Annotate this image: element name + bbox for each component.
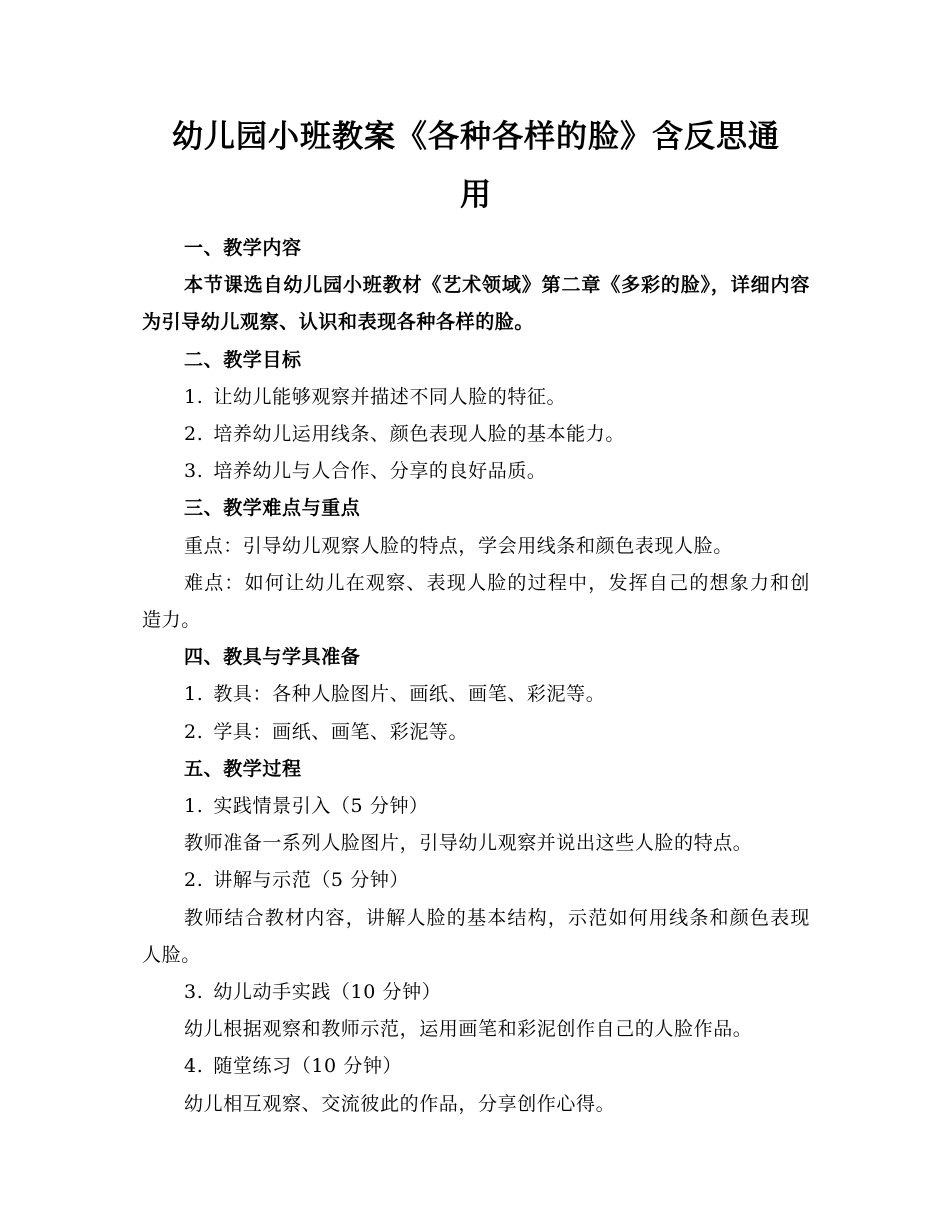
goal-number: 3. (184, 460, 204, 483)
goal-number: 1. (184, 385, 204, 408)
content-paragraph: 本节课选自幼儿园小班教材《艺术领域》第二章《多彩的脸》，详细内容为引导幼儿观察、认识和表现各种各样的脸。 (142, 274, 810, 334)
material-text: 学具：画纸、画笔、彩泥等。 (213, 720, 469, 743)
title-line-2: 用 (460, 177, 492, 213)
step-description: 教师结合教材内容，讲解人脸的基本结构，示范如何用线条和颜色表现人脸。 (142, 906, 810, 966)
section-heading-goals: 二、教学目标 (184, 348, 302, 371)
step-number: 4. (184, 1055, 204, 1078)
material-number: 2. (184, 720, 204, 743)
step-title (142, 788, 810, 825)
material-item (142, 676, 810, 713)
step-title-text: 讲解与示范（5 分钟） (213, 869, 410, 892)
goal-text: 培养幼儿运用线条、颜色表现人脸的基本能力。 (213, 423, 625, 446)
step-title (142, 974, 810, 1011)
step-title (142, 862, 810, 899)
material-number: 1. (184, 683, 204, 706)
section-heading-key-points: 三、教学难点与重点 (184, 497, 361, 520)
material-text: 教具：各种人脸图片、画纸、画笔、彩泥等。 (213, 683, 606, 706)
section-heading-process: 五、教学过程 (184, 757, 302, 780)
step-title-text: 实践情景引入（5 分钟） (213, 795, 429, 818)
step-title-text: 幼儿动手实践（10 分钟） (213, 981, 442, 1004)
difficulty-paragraph: 难点：如何让幼儿在观察、表现人脸的过程中，发挥自己的想象力和创造力。 (142, 571, 810, 632)
key-point-paragraph: 重点：引导幼儿观察人脸的特点，学会用线条和颜色表现人脸。 (184, 534, 733, 557)
goal-text: 培养幼儿与人合作、分享的良好品质。 (213, 460, 547, 483)
goal-item (142, 416, 810, 453)
step-number: 1. (184, 795, 204, 818)
document-title (142, 108, 810, 224)
step-title (142, 1048, 810, 1085)
step-number: 3. (184, 981, 204, 1004)
title-line-1: 幼儿园小班教案《各种各样的脸》含反思通 (172, 119, 780, 155)
step-title-text: 随堂练习（10 分钟） (213, 1055, 403, 1078)
goal-number: 2. (184, 423, 204, 446)
goal-text: 让幼儿能够观察并描述不同人脸的特征。 (213, 385, 567, 408)
goal-item (142, 453, 810, 490)
material-item (142, 714, 810, 751)
document-body (142, 230, 810, 1123)
section-heading-materials: 四、教具与学具准备 (184, 646, 361, 669)
section-heading-content: 一、教学内容 (184, 237, 302, 259)
step-description: 幼儿相互观察、交流彼此的作品，分享创作心得。 (184, 1092, 616, 1115)
step-description: 教师准备一系列人脸图片，引导幼儿观察并说出这些人脸的特点。 (184, 832, 753, 855)
goal-item (142, 379, 810, 416)
step-description: 幼儿根据观察和教师示范，运用画笔和彩泥创作自己的人脸作品。 (184, 1018, 753, 1041)
step-number: 2. (184, 869, 204, 892)
